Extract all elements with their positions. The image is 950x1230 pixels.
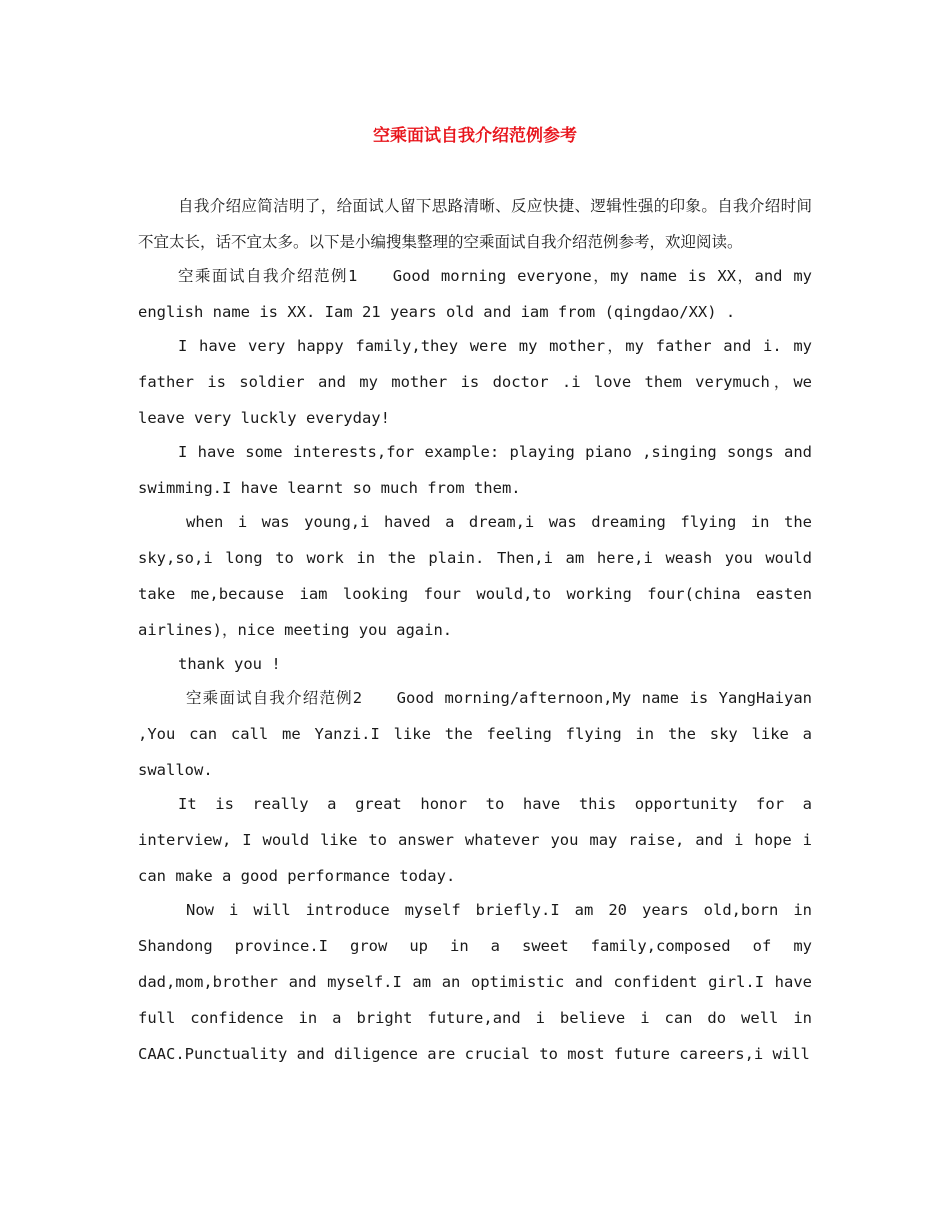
example-1-closing-paragraph: thank you ! [178,655,281,673]
example-2-honor-paragraph: It is really a great honor to have this opportunity for a interview, I would like to answer whatever you may raise, and i hope i can make a good performance today. [138,795,812,885]
example-1-family-paragraph: I have very happy family,they were my mother，my father and i. my father is soldier and my mother is doctor .i love them verymuch，we leave very luckly everyday! [138,337,812,427]
example-1-dream-paragraph: when i was young,i haved a dream,i was dreaming flying in the sky,so,i long to work in the plain. Then,i am here,i weash you would take me,because iam looking four would,to working four(china easten airlines)，nice meeting you again. [138,513,812,639]
example-1-interests-paragraph: I have some interests,for example: playing piano ,singing songs and swimming.I have learnt so much from them. [138,443,812,497]
example-2-introduction-paragraph: Now i will introduce myself briefly.I am 20 years old,born in Shandong province.I grow up in a sweet family,composed of my dad,mom,brother and myself.I am an optimistic and confident girl.I have full confidence in a bright future,and i believe i can do well in CAAC.Punctuality and diligence are crucial to most future careers,i will [138,901,812,1063]
document-title: 空乘面试自我介绍范例参考 [373,126,577,146]
document-body [138,188,812,1070]
example-1-opening-paragraph: 空乘面试自我介绍范例1 Good morning everyone，my name is XX，and my english name is XX. Iam 21 years old and iam from (qingdao/XX) . [138,267,812,321]
intro-paragraph: 自我介绍应简洁明了，给面试人留下思路清晰、反应快捷、逻辑性强的印象。自我介绍时间不宜太长，话不宜太多。以下是小编搜集整理的空乘面试自我介绍范例参考，欢迎阅读。 [138,197,812,251]
example-2-opening-paragraph: 空乘面试自我介绍范例2 Good morning/afternoon,My name is YangHaiyan ,You can call me Yanzi.I like the feeling flying in the sky like a swallow. [138,689,812,779]
